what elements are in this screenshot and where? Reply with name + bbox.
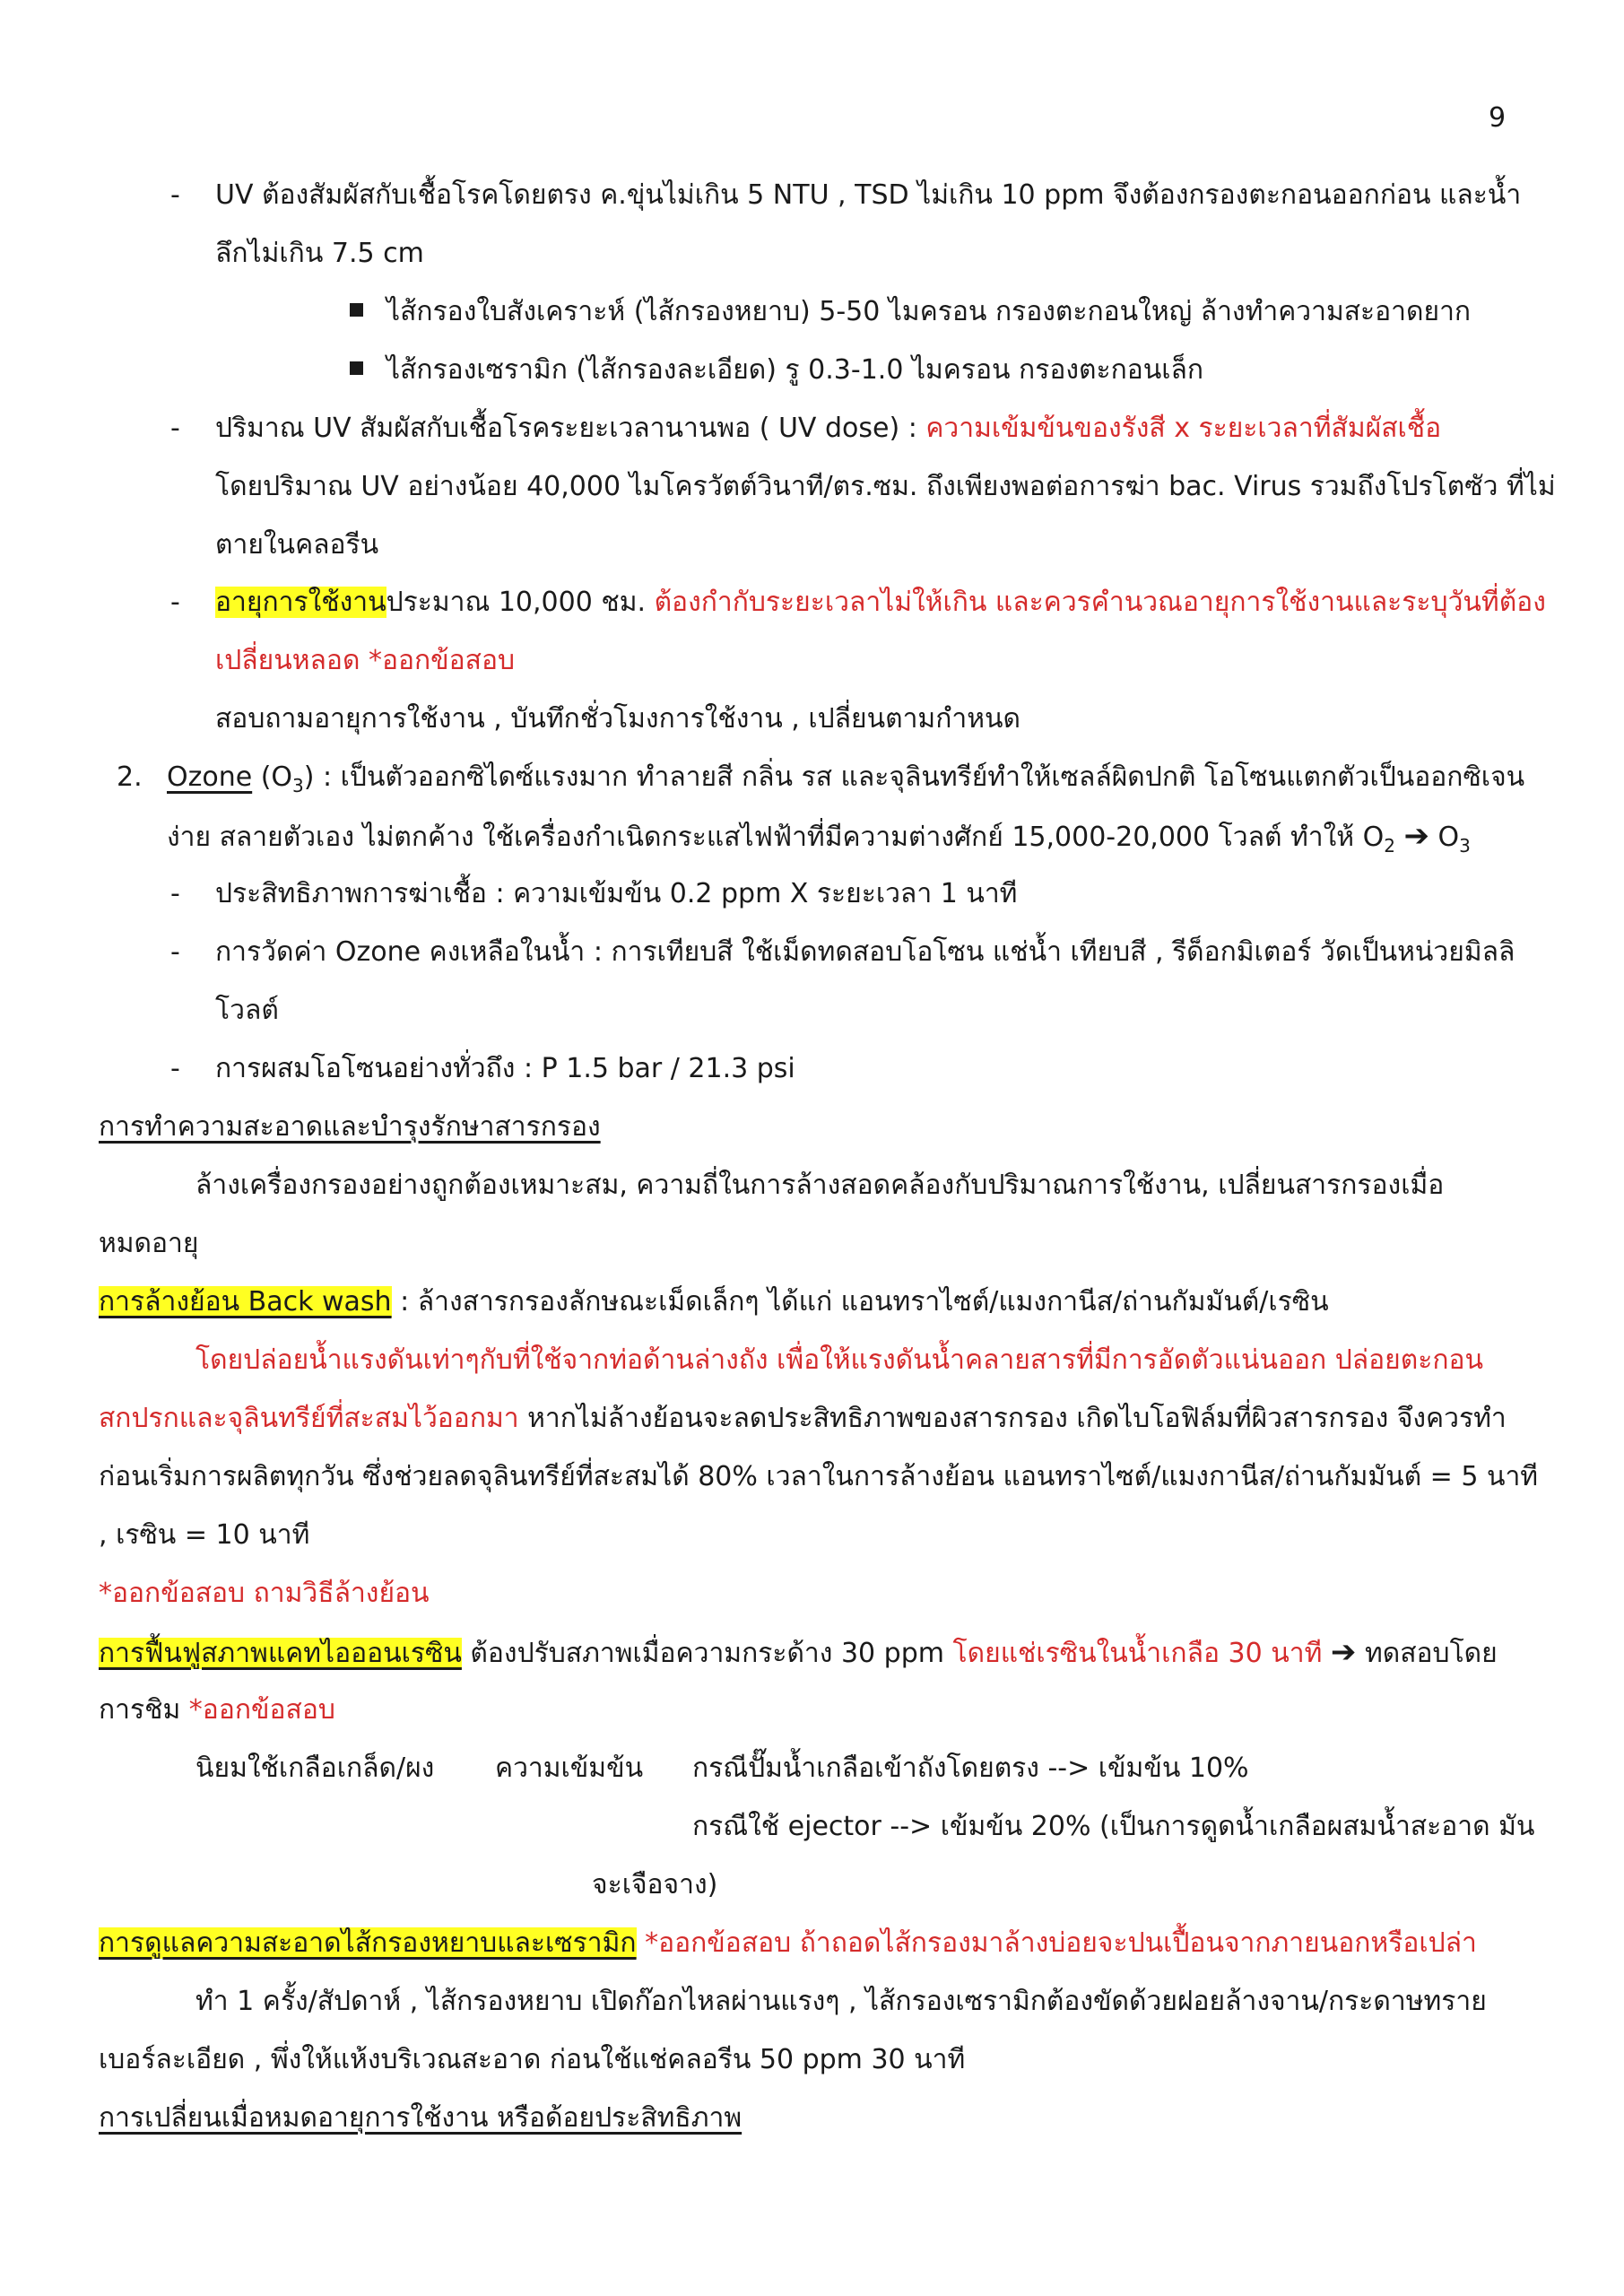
backwash-method-cont: สกปรกและจุลินทรีย์ที่สะสมไว้ออกมา (99, 1403, 519, 1434)
filter-ceramic-item (350, 352, 1203, 388)
ozone-measurement: การวัดค่า Ozone คงเหลือในน้ำ : การเทียบสี ใช้เม็ดทดสอบโอโซน แช่น้ำ เทียบสี , รีด็อกมิเตอร์ วัดเป็นหน่วยมิลลิ (215, 936, 1515, 968)
page-number: 9 (1489, 102, 1507, 134)
backwash-line (99, 1284, 1329, 1320)
square-bullet-icon (350, 303, 363, 317)
salt-pump-case: กรณีปั๊มน้ำเกลือเข้าถังโดยตรง --> เข้มข้น 10% (692, 1752, 1249, 1784)
bullet-dash: - (170, 413, 180, 444)
uv-dose-text: ปริมาณ UV สัมผัสกับเชื้อโรคระยะเวลานานพอ ( UV dose) : (215, 413, 926, 444)
uv-depth-line: ลึกไม่เกิน 7.5 cm (215, 238, 424, 269)
cleaning-paragraph: ล้างเครื่องกรองอย่างถูกต้องเหมาะสม, ความถี่ในการล้างสอดคล้องกับปริมาณการใช้งาน, เปลี่ยนสารกรองเมื่อ (195, 1170, 1445, 1201)
uv-amount-line: โดยปริมาณ UV อย่างน้อย 40,000 ไมโครวัตต์วินาที/ตร.ซม. ถึงเพียงพอต่อการฆ่า bac. Virus รวมถึงโปรโตซัว ที่ไม่ (215, 471, 1556, 502)
uv-contact-line: UV ต้องสัมผัสกับเชื้อโรคโดยตรง ค.ขุ่นไม่เกิน 5 NTU , TSD ไม่เกิน 10 ppm จึงต้องกรองตะกอนออกก่อน และน้ำ (215, 179, 1522, 211)
filter-care-method-cont: เบอร์ละเอียด , พึ่งให้แห้งบริเวณสะอาด ก่อนใช้แช่คลอรีน 50 ppm 30 นาที (99, 2044, 966, 2075)
ozone-mixing: การผสมโอโซนอย่างทั่วถึง : P 1.5 bar / 21.3 psi (215, 1053, 795, 1084)
lifetime-highlight: อายุการใช้งาน (215, 587, 386, 618)
backwash-materials: : ล้างสารกรองลักษณะเม็ดเล็กๆ ได้แก่ แอนทราไซต์/แมงกานีส/ถ่านกัมมันต์/เรซิน (391, 1286, 1329, 1318)
backwash-method: โดยปล่อยน้ำแรงดันเท่าๆกับที่ใช้จากท่อด้านล่างถัง เพื่อให้แรงดันน้ำคลายสารที่มีการอัดตัวแน่นออก ปล่อยตะกอน (195, 1344, 1484, 1376)
backwash-exam-note: *ออกข้อสอบ ถามวิธีล้างย้อน (99, 1578, 430, 1609)
backwash-title: การล้างย้อน Back wash (99, 1286, 392, 1318)
section-heading-replacement: การเปลี่ยนเมื่อหมดอายุการใช้งาน หรือด้อยประสิทธิภาพ (99, 2102, 743, 2134)
regeneration-title: การฟื้นฟูสภาพแคทไอออนเรซิน (99, 1638, 462, 1669)
ozone-description: ) : เป็นตัวออกซิไดซ์แรงมาก ทำลายสี กลิ่น รส และจุลินทรีย์ทำให้เซลล์ผิดปกติ โอโซนแตกตัวเป็นออกซิเจน (303, 761, 1525, 793)
backwash-timing: ก่อนเริ่มการผลิตทุกวัน ซึ่งช่วยลดจุลินทรีย์ที่สะสมได้ 80% เวลาในการล้างย้อน แอนทราไซต์/แมงกานีส/ถ่านกัมมันต์ = 5 นาที (99, 1461, 1539, 1492)
regeneration-line-2 (99, 1692, 335, 1728)
ozone-number: 2. (117, 761, 143, 793)
filter-care-line (99, 1926, 1477, 1961)
ozone-measurement-cont: โวลต์ (215, 995, 279, 1026)
filter-coarse-text: ไส้กรองใบสังเคราะห์ (ไส้กรองหยาบ) 5-50 ไมครอน กรองตะกอนใหญ่ ล้างทำความสะอาดยาก (386, 296, 1472, 327)
bullet-dash: - (170, 878, 180, 909)
bullet-dash: - (170, 179, 180, 211)
lifetime-inquiry: สอบถามอายุการใช้งาน , บันทึกชั่วโมงการใช้งาน , เปลี่ยนตามกำหนด (215, 703, 1020, 735)
regeneration-line (99, 1634, 1498, 1672)
oxygen-sub: 2 (1384, 835, 1395, 857)
ozone-formula-open: (O (252, 761, 293, 793)
lifetime-hours: ประมาณ 10,000 ชม. (386, 587, 655, 618)
regeneration-taste: การชิม (99, 1694, 189, 1726)
filter-coarse-item (350, 294, 1471, 330)
ozone-line-1 (167, 760, 1524, 796)
backwash-resin-time: , เรซิน = 10 นาที (99, 1519, 310, 1551)
bullet-dash: - (170, 587, 180, 618)
uv-amount-line-cont: ตายในคลอรีน (215, 529, 379, 561)
backwash-effect: หากไม่ล้างย้อนจะลดประสิทธิภาพของสารกรอง เกิดไบโอฟิล์มที่ผิวสารกรอง จึงควรทำ (518, 1403, 1507, 1434)
regeneration-method: โดยแช่เรซินในน้ำเกลือ 30 นาที (952, 1638, 1323, 1669)
uv-dose-line (215, 411, 1441, 447)
ozone-line-2 (167, 818, 1471, 856)
regeneration-test: ทดสอบโดย (1364, 1638, 1498, 1669)
filter-ceramic-text: ไส้กรองเซรามิก (ไส้กรองละเอียด) รู 0.3-1.0 ไมครอน กรองตะกอนเล็ก (386, 354, 1204, 386)
salt-type: นิยมใช้เกลือเกล็ด/ผง (195, 1752, 435, 1784)
salt-ejector-case: กรณีใช้ ejector --> เข้มข้น 20% (เป็นการดูดน้ำเกลือผสมน้ำสะอาด มัน (692, 1811, 1535, 1842)
backwash-line-2 (99, 1401, 1507, 1437)
filter-care-method: ทำ 1 ครั้ง/สัปดาห์ , ไส้กรองหยาบ เปิดก๊อกไหลผ่านแรงๆ , ไส้กรองเซรามิกต้องขัดด้วยฝอยล้างจาน/กระดาษทราย (195, 1986, 1487, 2017)
salt-concentration-label: ความเข้มข้น (495, 1752, 644, 1784)
cleaning-paragraph-cont: หมดอายุ (99, 1228, 199, 1259)
ozone-efficiency: ประสิทธิภาพการฆ่าเชื้อ : ความเข้มข้น 0.2 ppm X ระยะเวลา 1 นาที (215, 878, 1018, 909)
lifetime-note: ต้องกำกับระยะเวลาไม่ให้เกิน และควรคำนวณอายุการใช้งานและระบุวันที่ต้อง (654, 587, 1546, 618)
ozone-generator-text: ง่าย สลายตัวเอง ไม่ตกค้าง ใช้เครื่องกำเนิดกระแสไฟฟ้าที่มีความต่างศักย์ 15,000-20,000 โวลต์ ทำให้ O (167, 822, 1385, 853)
lifetime-exam-note: เปลี่ยนหลอด *ออกข้อสอบ (215, 645, 516, 676)
square-bullet-icon (350, 361, 363, 375)
lifetime-line (215, 585, 1546, 621)
filter-care-exam-note: *ออกข้อสอบ ถ้าถอดไส้กรองมาล้างบ่อยจะปนเปื้อนจากภายนอกหรือเปล่า (636, 1927, 1477, 1959)
arrow-right-icon: ➔ (1330, 1634, 1357, 1670)
bullet-dash: - (170, 936, 180, 968)
section-heading-cleaning: การทำความสะอาดและบำรุงรักษาสารกรอง (99, 1111, 601, 1143)
salt-ejector-case-cont: จะเจือจาง) (592, 1869, 718, 1900)
ozone-title: Ozone (167, 761, 253, 793)
regeneration-condition: ต้องปรับสภาพเมื่อความกระด้าง 30 ppm (461, 1638, 953, 1669)
regeneration-exam-note: *ออกข้อสอบ (188, 1694, 335, 1726)
ozone-formula-sub: 3 (292, 775, 304, 796)
ozone-symbol: O (1437, 822, 1460, 853)
filter-care-title: การดูแลความสะอาดไส้กรองหยาบและเซรามิก (99, 1927, 637, 1959)
ozone-sub: 3 (1459, 835, 1471, 857)
bullet-dash: - (170, 1053, 180, 1084)
arrow-right-icon: ➔ (1403, 818, 1429, 854)
uv-dose-formula: ความเข้มข้นของรังสี x ระยะเวลาที่สัมผัสเชื้อ (925, 413, 1442, 444)
